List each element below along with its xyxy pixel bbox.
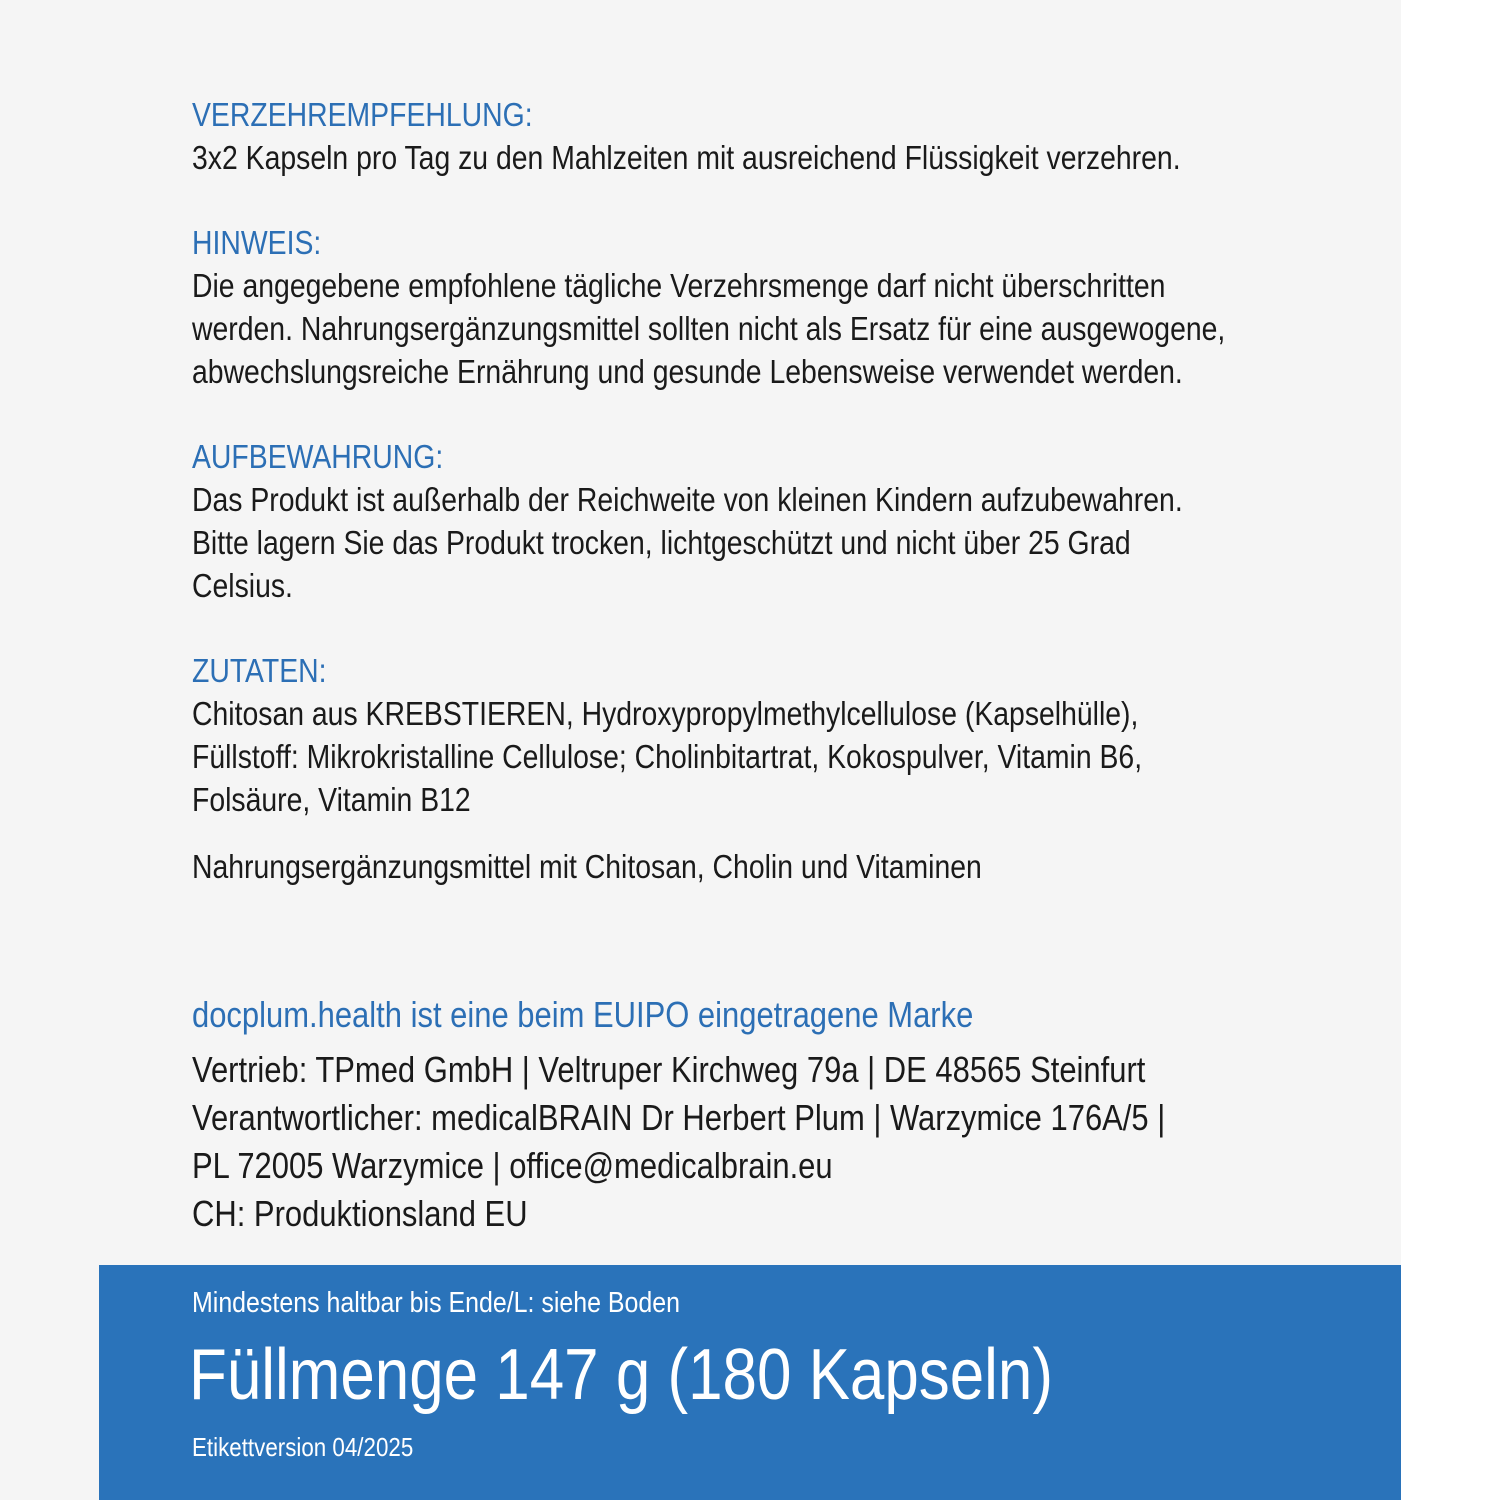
section-heading-note: HINWEIS: xyxy=(192,224,322,261)
contact-address-email: PL 72005 Warzymice | office@medicalbrain.eu xyxy=(192,1145,833,1186)
section-body-ingredients xyxy=(192,692,1397,821)
text-line: Chitosan aus KREBSTIEREN, Hydroxypropylmethylcellulose (Kapselhülle), xyxy=(192,695,1139,732)
section-heading-ingredients: ZUTATEN: xyxy=(192,652,327,689)
text-line: Das Produkt ist außerhalb der Reichweite von kleinen Kindern aufzubewahren. xyxy=(192,481,1183,518)
trademark-notice: docplum.health ist eine beim EUIPO eingetragene Marke xyxy=(192,994,974,1035)
section-note xyxy=(192,221,1397,393)
text-line: Folsäure, Vitamin B12 xyxy=(192,781,471,818)
section-heading-dosage: VERZEHREMPFEHLUNG: xyxy=(192,96,533,133)
text-line: werden. Nahrungsergänzungsmittel sollten nicht als Ersatz für eine ausgewogene, xyxy=(192,310,1226,347)
text-line: Füllstoff: Mikrokristalline Cellulose; Cholinbitartrat, Kokospulver, Vitamin B6, xyxy=(192,738,1143,775)
section-heading-storage: AUFBEWAHRUNG: xyxy=(192,438,444,475)
section-storage xyxy=(192,435,1397,607)
section-ingredients xyxy=(192,649,1397,821)
text-line: 3x2 Kapseln pro Tag zu den Mahlzeiten mit ausreichend Flüssigkeit verzehren. xyxy=(192,139,1181,176)
label-version-text: Etikettversion 04/2025 xyxy=(192,1432,414,1462)
best-before-text: Mindestens haltbar bis Ende/L: siehe Boden xyxy=(192,1287,681,1319)
text-line: Die angegebene empfohlene tägliche Verzehrsmenge darf nicht überschritten xyxy=(192,267,1166,304)
text-line: Celsius. xyxy=(192,567,293,604)
fill-amount-text: Füllmenge 147 g (180 Kapseln) xyxy=(189,1335,1053,1415)
label-content xyxy=(192,93,1397,888)
section-dosage xyxy=(192,93,1397,179)
contact-responsible: Verantwortlicher: medicalBRAIN Dr Herbert Plum | Warzymice 176A/5 | xyxy=(192,1097,1166,1138)
section-body-storage xyxy=(192,478,1397,607)
text-line: Bitte lagern Sie das Produkt trocken, lichtgeschützt und nicht über 25 Grad xyxy=(192,524,1131,561)
contact-block xyxy=(192,1046,1324,1238)
text-line: abwechslungsreiche Ernährung und gesunde Lebensweise verwendet werden. xyxy=(192,353,1183,390)
product-descriptor: Nahrungsergänzungsmittel mit Chitosan, Cholin und Vitaminen xyxy=(192,848,982,885)
section-body-note xyxy=(192,264,1397,393)
contact-distributor: Vertrieb: TPmed GmbH | Veltruper Kirchweg 79a | DE 48565 Steinfurt xyxy=(192,1049,1146,1090)
page-edge xyxy=(1401,0,1500,1500)
section-body-dosage xyxy=(192,136,1397,179)
footer-bar xyxy=(99,1265,1401,1500)
contact-origin: CH: Produktionsland EU xyxy=(192,1193,528,1234)
